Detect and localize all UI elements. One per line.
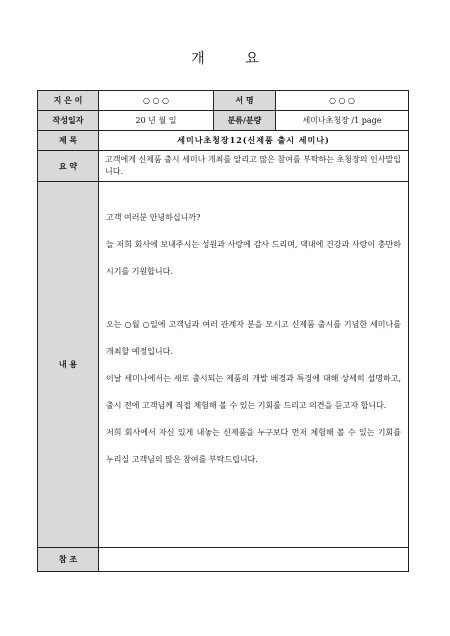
content-label: 내 용 [38,182,99,548]
date-value: 20 년 월 일 [99,111,214,131]
author-label: 지 은 이 [38,91,99,111]
date-row [38,111,409,131]
category-label: 분류/분량 [214,111,276,131]
reference-row [38,548,409,572]
reference-value [99,548,409,572]
content-paragraph-2: 늘 저희 회사에 보내주시는 성원과 사랑에 감사 드리며, 댁내에 건강과 사랑이 충만하시기를 기원합니다. [106,240,401,276]
content-body [99,182,409,548]
summary-label: 요 약 [38,151,99,182]
summary-value: 고객에게 신제품 출시 세미나 개최를 알리고 많은 참여를 부탁하는 초청장의 인사말입니다. [99,151,409,182]
author-value: ○ ○ ○ [99,91,214,111]
content-paragraph-4: 이날 세미나에서는 새로 출시되는 제품의 개발 배경과 특징에 대해 상세히 설명하고, 출시 전에 고객님께 직접 체험해 볼 수 있는 기회를 드리고 의견을 듣고자 합니다. [106,374,401,410]
signature-value: ○ ○ ○ [276,91,409,111]
content-paragraph-1: 고객 여러분 안녕하십니까? [106,213,201,222]
reference-label: 참 조 [38,548,99,572]
subject-value: 세미나초청장12(신제품 출시 세미나) [99,131,409,151]
content-row [38,182,409,548]
signature-label: 서 명 [214,91,276,111]
category-value: 세미나초청장 /1 page [276,111,409,131]
overview-form-table [37,90,409,572]
date-label: 작성일자 [38,111,99,131]
subject-row [38,131,409,151]
content-paragraph-5: 저희 회사에서 자신 있게 내놓는 신제품을 누구보다 먼저 체험해 볼 수 있는 기회를 누리실 고객님의 많은 참여를 부탁드립니다. [106,428,401,464]
author-row [38,91,409,111]
summary-row [38,151,409,182]
subject-label: 제 목 [38,131,99,151]
content-paragraph-3: 오는 ○월 ○일에 고객님과 여러 관계자 분을 모시고 신제품 출시를 기념한 세미나를 개최할 예정입니다. [106,320,401,356]
document-title: 개 요 [191,51,277,67]
